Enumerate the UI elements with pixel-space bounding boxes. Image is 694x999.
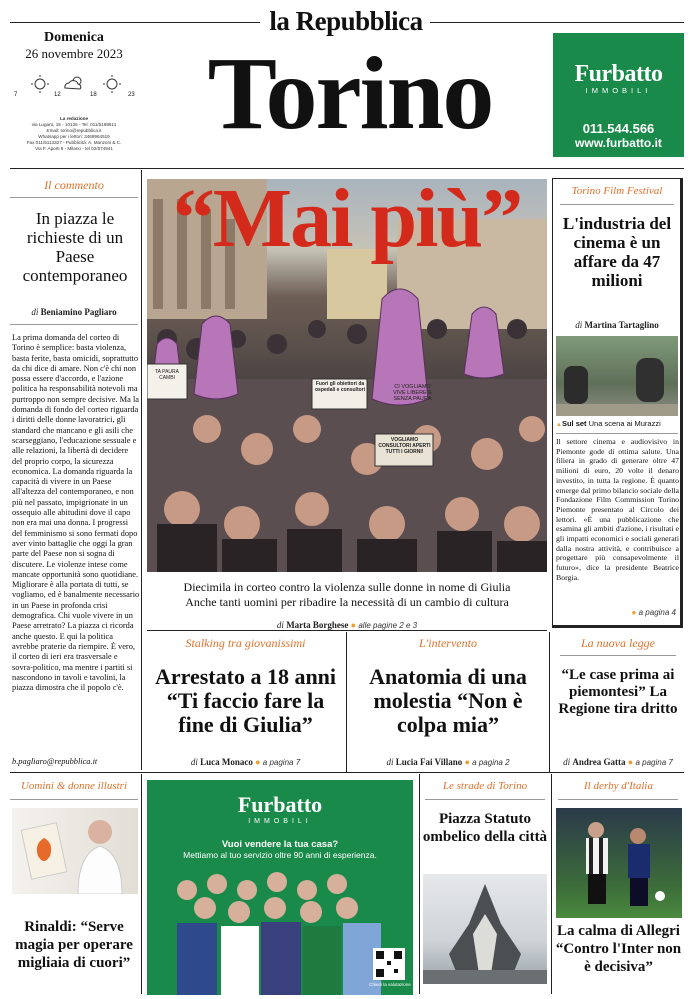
stalking-title: Arrestato a 18 anni “Ti faccio fare la fine di Giulia”	[154, 664, 337, 737]
author: Martina Tartaglino	[584, 320, 659, 330]
byline-pre: di	[386, 757, 394, 767]
derby-photo	[556, 808, 682, 918]
author: Marta Borghese	[286, 620, 349, 630]
caption-bold: Sul set	[561, 419, 587, 428]
film-byline	[553, 320, 681, 330]
ad-site: www.furbatto.it	[575, 136, 662, 150]
stalking-kicker: Stalking tra giovanissimi	[185, 636, 306, 650]
temp-3: 18	[90, 92, 97, 98]
author: Beniamino Pagliaro	[40, 307, 117, 317]
byline-pre: di	[563, 757, 571, 767]
stalking-byline: di Luca Monaco ● a pagina 7	[190, 757, 301, 767]
sign-obiettori: Fuori gli obiettori da ospedali e consultori	[314, 381, 365, 393]
page-ref[interactable]: a pagina 2	[472, 758, 510, 767]
lead-photo	[147, 179, 547, 572]
sun-icon	[103, 75, 121, 93]
derby-kicker: Il derby d'Italia	[584, 780, 653, 792]
redazione-line: Fax 011/5113327 - Pubblicità: A. Manzoni & C.	[26, 140, 122, 145]
ad-team-photo	[147, 868, 413, 995]
commento-title: In piazza le richieste di un Paese contemporaneo	[22, 209, 128, 285]
caption-text: Una scena ai Murazzi	[588, 419, 661, 428]
commento-kicker: Il commento	[44, 178, 104, 192]
temp-1: 7	[14, 92, 18, 98]
film-photo	[556, 336, 678, 416]
redazione-line: Email: torino@repubblica.it	[46, 128, 102, 133]
film-page-ref[interactable]: ● a pagina 4	[631, 608, 676, 617]
author: Lucia Fai Villano	[395, 757, 463, 767]
cloud-sun-icon	[65, 77, 81, 89]
page-ref[interactable]: a pagina 7	[635, 758, 673, 767]
redazione-line: via Lugaro, 15 - 10126 - Tel. 011/5169611	[31, 122, 117, 127]
author: Andrea Gatta	[572, 757, 626, 767]
strade-title: Piazza Statuto ombelico della città	[422, 811, 548, 845]
ad-furbatto-mid[interactable]	[147, 780, 413, 995]
legge-title: “Le case prima ai piemontesi” La Regione tira dritto	[558, 667, 678, 717]
byline-pre: di	[575, 320, 583, 330]
uomini-title: Rinaldi: “Serve magia per operare migliaia di cuori”	[15, 919, 133, 971]
triangle-icon: ▲	[556, 422, 562, 428]
redazione-line: Via F. Aporti 8 - Milano - tel 02/574941	[35, 146, 113, 151]
temp-2: 12	[54, 92, 61, 98]
strade-kicker: Le strade di Torino	[442, 780, 528, 792]
strade-photo	[423, 874, 547, 984]
sign-vive-libere: CI VOGLIAMO VIVE LIBERE E SENZA PAURA	[393, 384, 432, 402]
ad-brand: Furbatto	[237, 792, 323, 817]
lead-caption-1: Diecimila in corteo contro la violenza sulle donne in nome di Giulia	[183, 580, 511, 594]
ad-qr-caption: Chiedi la valutazione	[369, 982, 411, 987]
ad-line-1: Vuoi vendere la tua casa?	[221, 839, 339, 850]
page-ref[interactable]: alle pagine 2 e 3	[358, 621, 418, 630]
byline-pre: di	[31, 307, 39, 317]
commento-body: La prima domanda del corteo di Torino è semplice: basta violenza, basta ferite, basta omicidi, soprattutto da chi dice di amare. Non c'è chi non possa essere d'accordo, e l'azione politica ha responsabilità notevoli ma purtroppo non sempre decisive. Ma la domanda di fondo del corteo riguarda i diritti delle donne lavoratrici, gli standard che mancano e gli asili che scarseggiano, l'educazione sessuale e alle relazioni, la libertà di decidere del proprio corpo, la sicurezza economica. La domanda riguarda la capacità di vivere in un Paese all'altezza del contemporaneo, e non più nel passato, impigrionate in un ossequio alle abitudini dove il capo non era mai una donna. I progressi del femminismo si sono fermati dopo aver vinto battaglie che oggi la gran parte del Paese non si sogna di discutere. Le violenze intese come mancate opportunità sono quotidiane. Migliorare è alla portata di tutti, se vogliamo, ed è banalmente necessario in un Paese in profonda crisi demografica. Chi vuole vivere in un Paese arretrato? La piazza ci ricorda anche questo. E qui la politica avrebbe praterie da riempire. È vero, il corteo di ieri era trasversale e sovra-politico, ma mentre i partiti si nascondono in tavoli e tavolini, la piazza dimostra che il popolo c'è.	[12, 333, 140, 693]
film-kicker: Torino Film Festival	[571, 185, 663, 197]
page-ref[interactable]: a pagina 7	[262, 758, 301, 767]
edition-title: Torino	[207, 36, 493, 151]
film-body: Il settore cinema e audiovisivo in Piemonte gode di ottima salute. Una filiera in grado di generare oltre 47 milioni di euro, 20 volte il denaro investito, in tutta la regione. È quanto emerge dal primo bilancio sociale della Fondazione Film Commission Torino Piemonte presentato al Circolo dei lettori. «È una pubblicazione che esamina gli ambiti d'azione, i risultati e gli impatti economici e sociali generati dalla nostra attività, e contribuisce a progettare più consapevolmente il futuro», dice la presidente Beatrice Borgia.	[556, 437, 679, 582]
sign-consultori: VOGLIAMO CONSULTORI APERTI TUTTI I GIORNI!	[378, 437, 431, 455]
lead-headline: “Mai più”	[172, 179, 522, 265]
ad-sub: IMMOBILI	[248, 818, 312, 825]
intervento-title: Anatomia di una molestia “Non è colpa mia”	[369, 664, 527, 737]
derby-title: La calma di Allegri “Contro l'Inter non è decisiva”	[555, 923, 682, 975]
author: Luca Monaco	[200, 757, 253, 767]
edition-date: 26 novembre 2023	[25, 46, 123, 61]
uomini-photo	[12, 808, 138, 894]
sun-icon	[31, 75, 49, 93]
commento-byline	[10, 307, 138, 317]
sign-paura: TA PAURA CAMBI	[155, 369, 179, 381]
page-ref[interactable]: a pagina 4	[638, 608, 676, 617]
ad-line-2: Mettiamo al tuo servizio oltre 90 anni di esperienza.	[183, 850, 377, 860]
ad-brand: Furbatto	[574, 61, 663, 87]
redazione-title: La redazione	[59, 116, 89, 121]
intervento-kicker: L'intervento	[419, 636, 477, 650]
ad-sub: IMMOBILI	[585, 86, 652, 95]
commento-email[interactable]: b.pagliaro@repubblica.it	[12, 757, 98, 766]
legge-kicker: La nuova legge	[581, 636, 655, 650]
weather-strip	[12, 72, 138, 104]
redazione-box	[10, 116, 138, 152]
lead-byline: di Marta Borghese ● alle pagine 2 e 3	[276, 620, 418, 630]
byline-pre: di	[276, 620, 284, 630]
ad-furbatto-top[interactable]	[553, 33, 684, 157]
uomini-kicker: Uomini & donne illustri	[20, 780, 128, 792]
edition-day: Domenica	[44, 30, 104, 45]
lead-caption-2: Anche tanti uomini per ribadire la necessità di un cambio di cultura	[185, 595, 509, 609]
intervento-byline: di Lucia Fai Villano ● a pagina 2	[386, 757, 510, 767]
film-caption	[556, 419, 680, 428]
temp-4: 23	[128, 92, 135, 98]
ad-phone: 011.544.566	[582, 121, 655, 136]
redazione-line: Whatsapp per i lettori: 3468964519	[38, 134, 110, 139]
paper-name: la Repubblica	[269, 6, 423, 36]
legge-byline: di Andrea Gatta ● a pagina 7	[563, 757, 673, 767]
film-title: L'industria del cinema è un affare da 47 milioni	[562, 214, 672, 290]
byline-pre: di	[190, 757, 198, 767]
